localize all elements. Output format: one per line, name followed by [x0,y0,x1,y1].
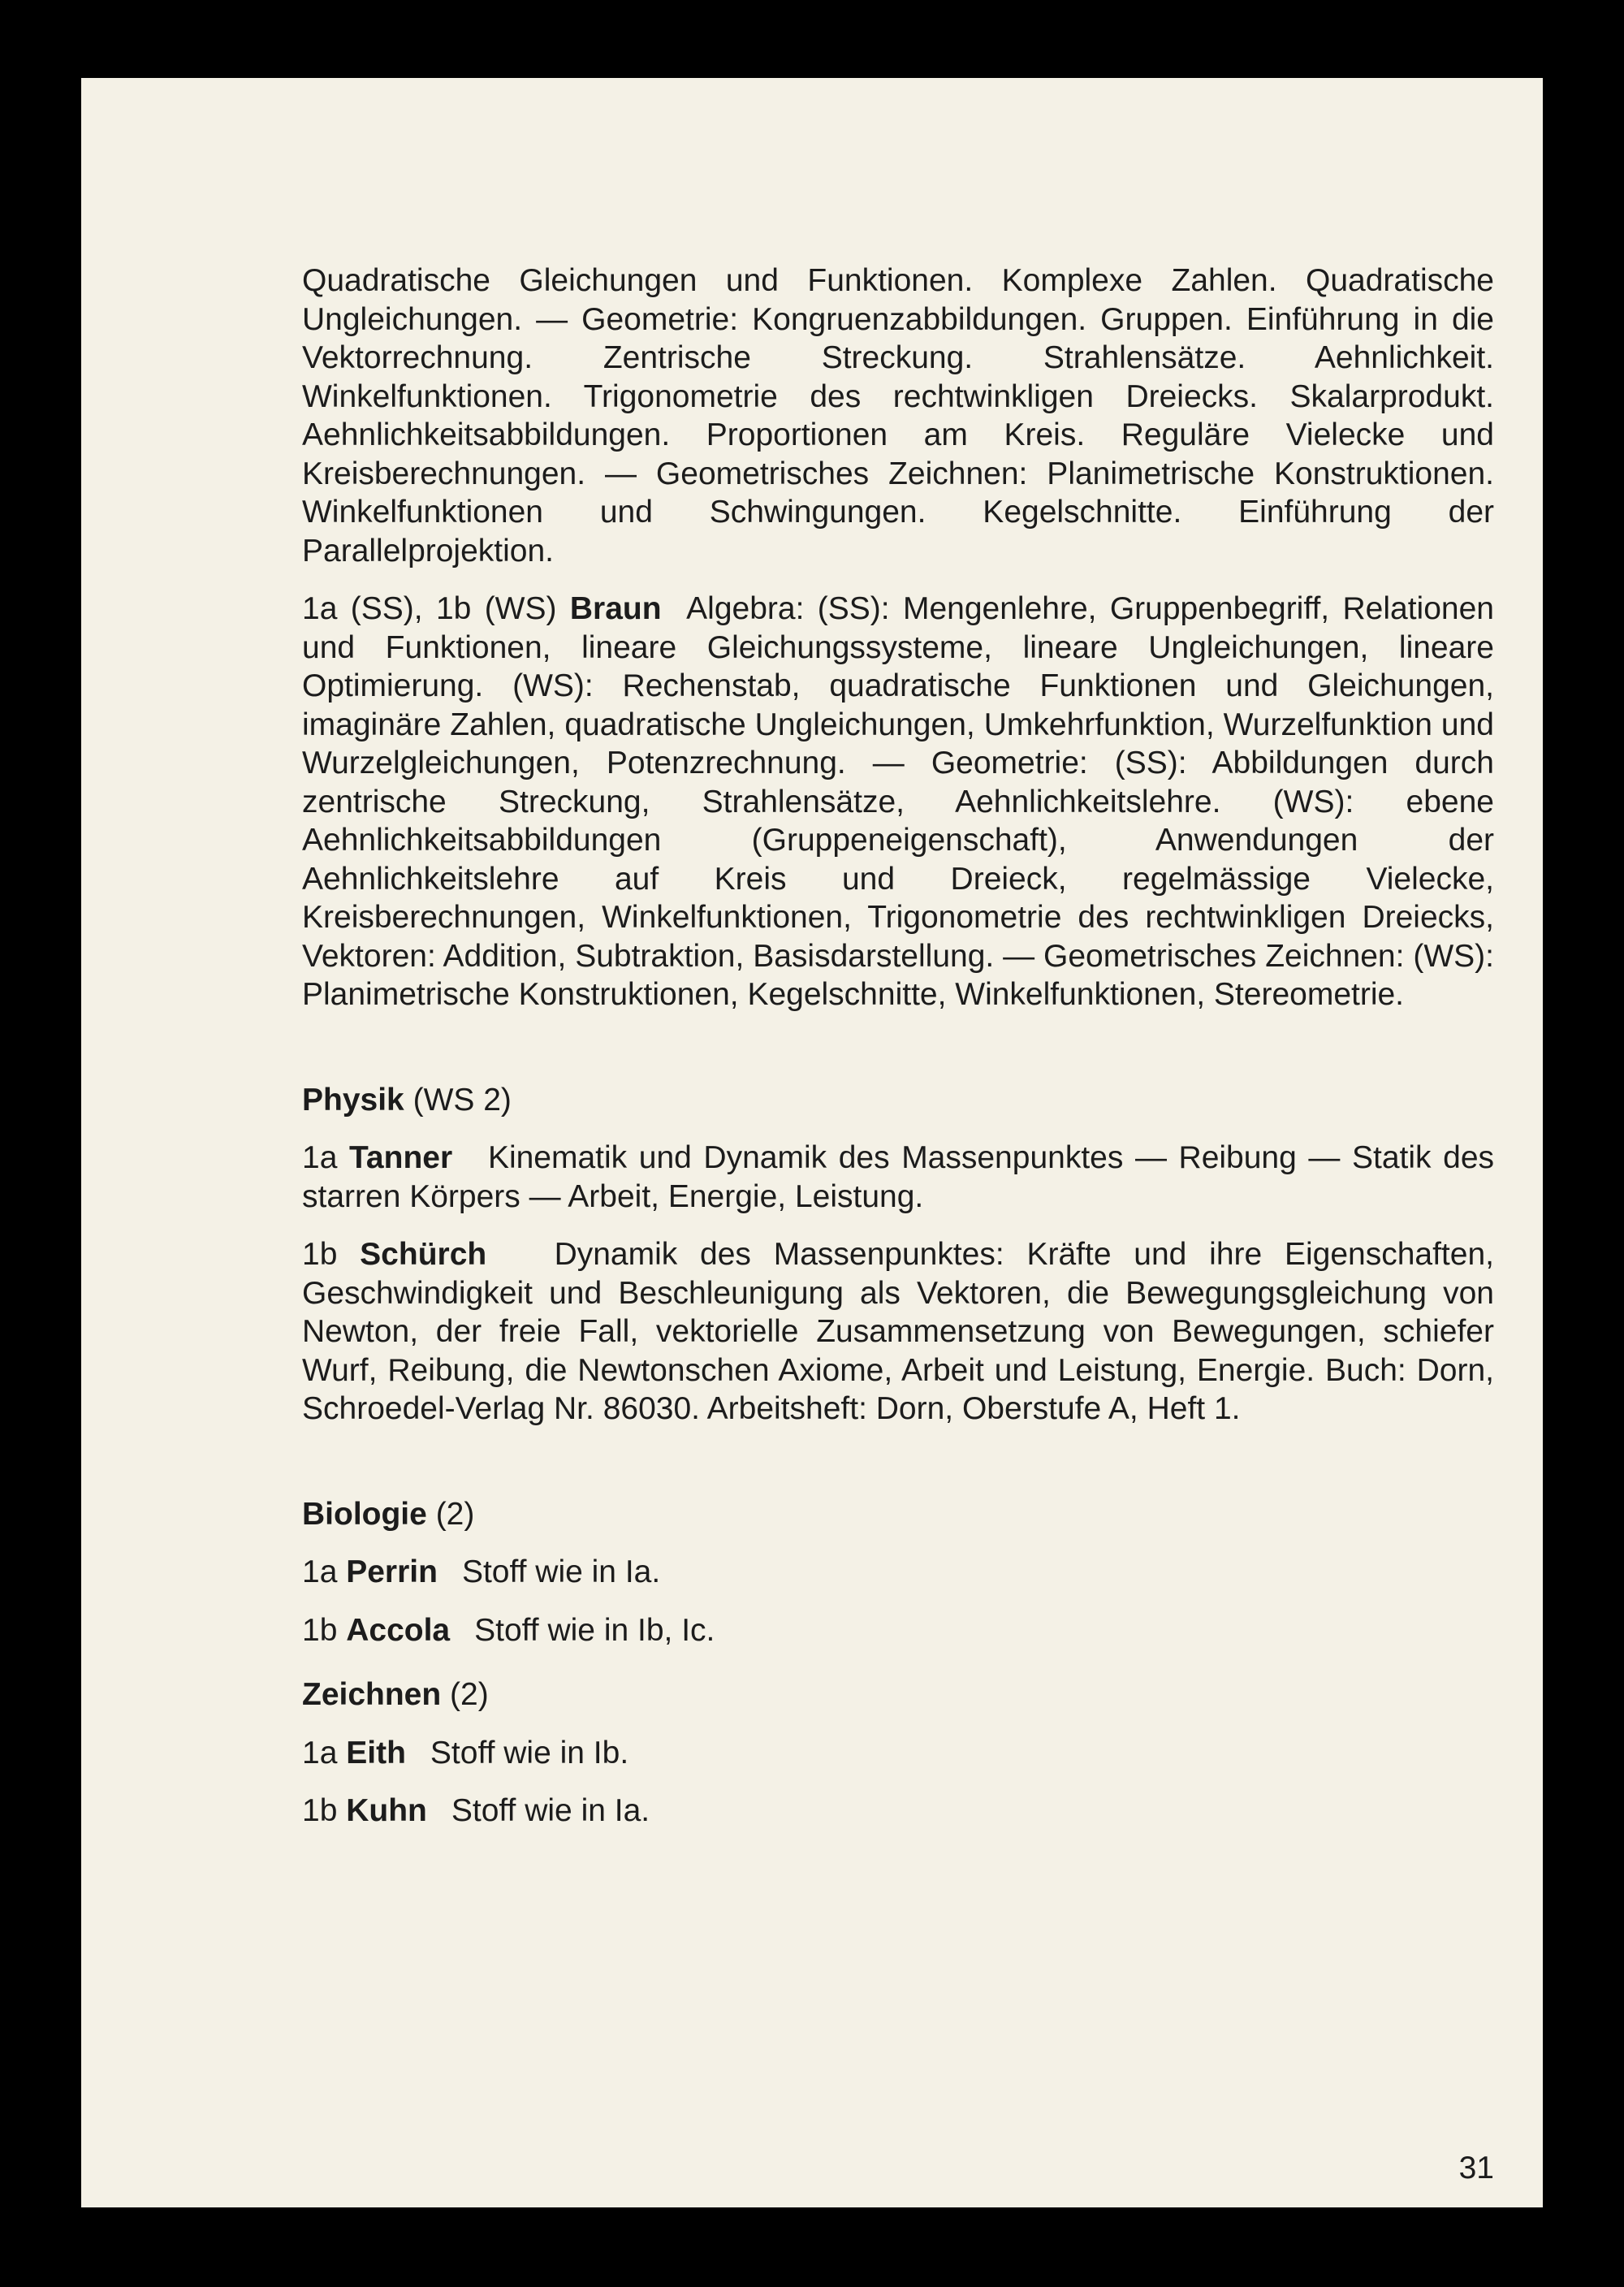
teacher-schuerch: Schürch [360,1237,487,1272]
biologie-entry-perrin [302,1553,1494,1592]
math-continuation-paragraph: Quadratische Gleichungen und Funktionen. Komplexe Zahlen. Quadratische Ungleichungen. — Geometrie: Kongruenzabbildungen. Gruppen. Einführung in die Vektorrechnung. Zentrische Streckung. Strahlensätze. Aehnlichkeit. Winkelfunktionen. Trigonometrie des rechtwinkligen Dreiecks. Skalarprodukt. Aehnlichkeitsabbildungen. Proportionen am Kreis. Reguläre Vielecke und Kreisberechnungen. — Geometrisches Zeichnen: Planimetrische Konstruktionen. Winkelfunktionen und Schwingungen. Kegelschnitte. Einführung der Parallelprojektion. [302,263,1494,569]
page-number: 31 [1458,2151,1494,2185]
physik-title: Physik [302,1082,404,1118]
class-label: 1b [302,1612,338,1648]
physik-entry-text: Kinematik und Dynamik des Massenpunktes — Reibung — Statik des starren Körpers — Arbeit, Energie, Leistung. [302,1140,1495,1214]
class-label: 1b [302,1793,338,1828]
zeichnen-hours: (2) [450,1677,489,1712]
scanned-page [81,78,1543,2207]
physik-entry-text: Dynamik des Massenpunktes: Kräfte und ihre Eigenschaften, Geschwindigkeit und Beschleunigung als Vektoren, die Bewegungsgleichung von Newton, der freie Fall, vektorielle Zusammensetzung von Bewegungen, schiefer Wurf, Reibung, die Newtonschen Axiome, Arbeit und Leistung, Energie. Buch: Dorn, Schroedel-Verlag Nr. 86030. Arbeitsheft: Dorn, Oberstufe A, Heft 1. [302,1237,1494,1426]
braun-paragraph [302,590,1494,1014]
zeichnen-entry-kuhn [302,1792,1494,1831]
page-content [302,262,1494,1831]
zeichnen-entry-text: Stoff wie in Ib. [430,1735,629,1770]
biologie-title: Biologie [302,1496,427,1532]
teacher-braun: Braun [569,591,662,626]
physik-entry-tanner [302,1139,1494,1216]
teacher-tanner: Tanner [349,1140,453,1175]
braun-prefix: 1a (SS), 1b (WS) [302,591,557,626]
biologie-entry-text: Stoff wie in Ib, Ic. [474,1612,715,1648]
physik-heading [302,1081,1494,1120]
zeichnen-heading [302,1675,1494,1714]
class-label: 1a [302,1735,338,1770]
biologie-heading [302,1495,1494,1534]
physik-entry-schuerch [302,1235,1494,1429]
teacher-kuhn: Kuhn [346,1793,427,1828]
teacher-eith: Eith [346,1735,406,1770]
class-label: 1b [302,1237,338,1272]
zeichnen-entry-text: Stoff wie in Ia. [451,1793,650,1828]
biologie-hours: (2) [435,1496,475,1532]
zeichnen-entry-eith [302,1734,1494,1773]
biologie-entry-text: Stoff wie in Ia. [461,1554,661,1589]
class-label: 1a [302,1554,338,1589]
teacher-accola: Accola [346,1612,451,1648]
zeichnen-title: Zeichnen [302,1677,442,1712]
braun-text: Algebra: (SS): Mengenlehre, Gruppenbegriff, Relationen und Funktionen, lineare Gleichungssysteme, lineare Ungleichungen, lineare Optimierung. (WS): Rechenstab, quadratische Funktionen und Gleichungen, imaginäre Zahlen, quadratische Ungleichungen, Umkehrfunktion, Wurzelfunktion und Wurzelgleichungen, Potenzrechnung. — Geometrie: (SS): Abbildungen durch zentrische Streckung, Strahlensätze, Aehnlichkeitslehre. (WS): ebene Aehnlichkeitsabbildungen (Gruppeneigenschaft), Anwendungen der Aehnlichkeitslehre auf Kreis und Dreieck, regelmässige Vielecke, Kreisberechnungen, Winkelfunktionen, Trigonometrie des rechtwinkligen Dreiecks, Vektoren: Addition, Subtraktion, Basisdarstellung. — Geometrisches Zeichnen: (WS): Planimetrische Konstruktionen, Kegelschnitte, Winkelfunktionen, Stereometrie. [302,591,1494,1012]
biologie-entry-accola [302,1611,1494,1650]
class-label: 1a [302,1140,338,1175]
teacher-perrin: Perrin [346,1554,438,1589]
physik-hours: (WS 2) [412,1082,512,1118]
